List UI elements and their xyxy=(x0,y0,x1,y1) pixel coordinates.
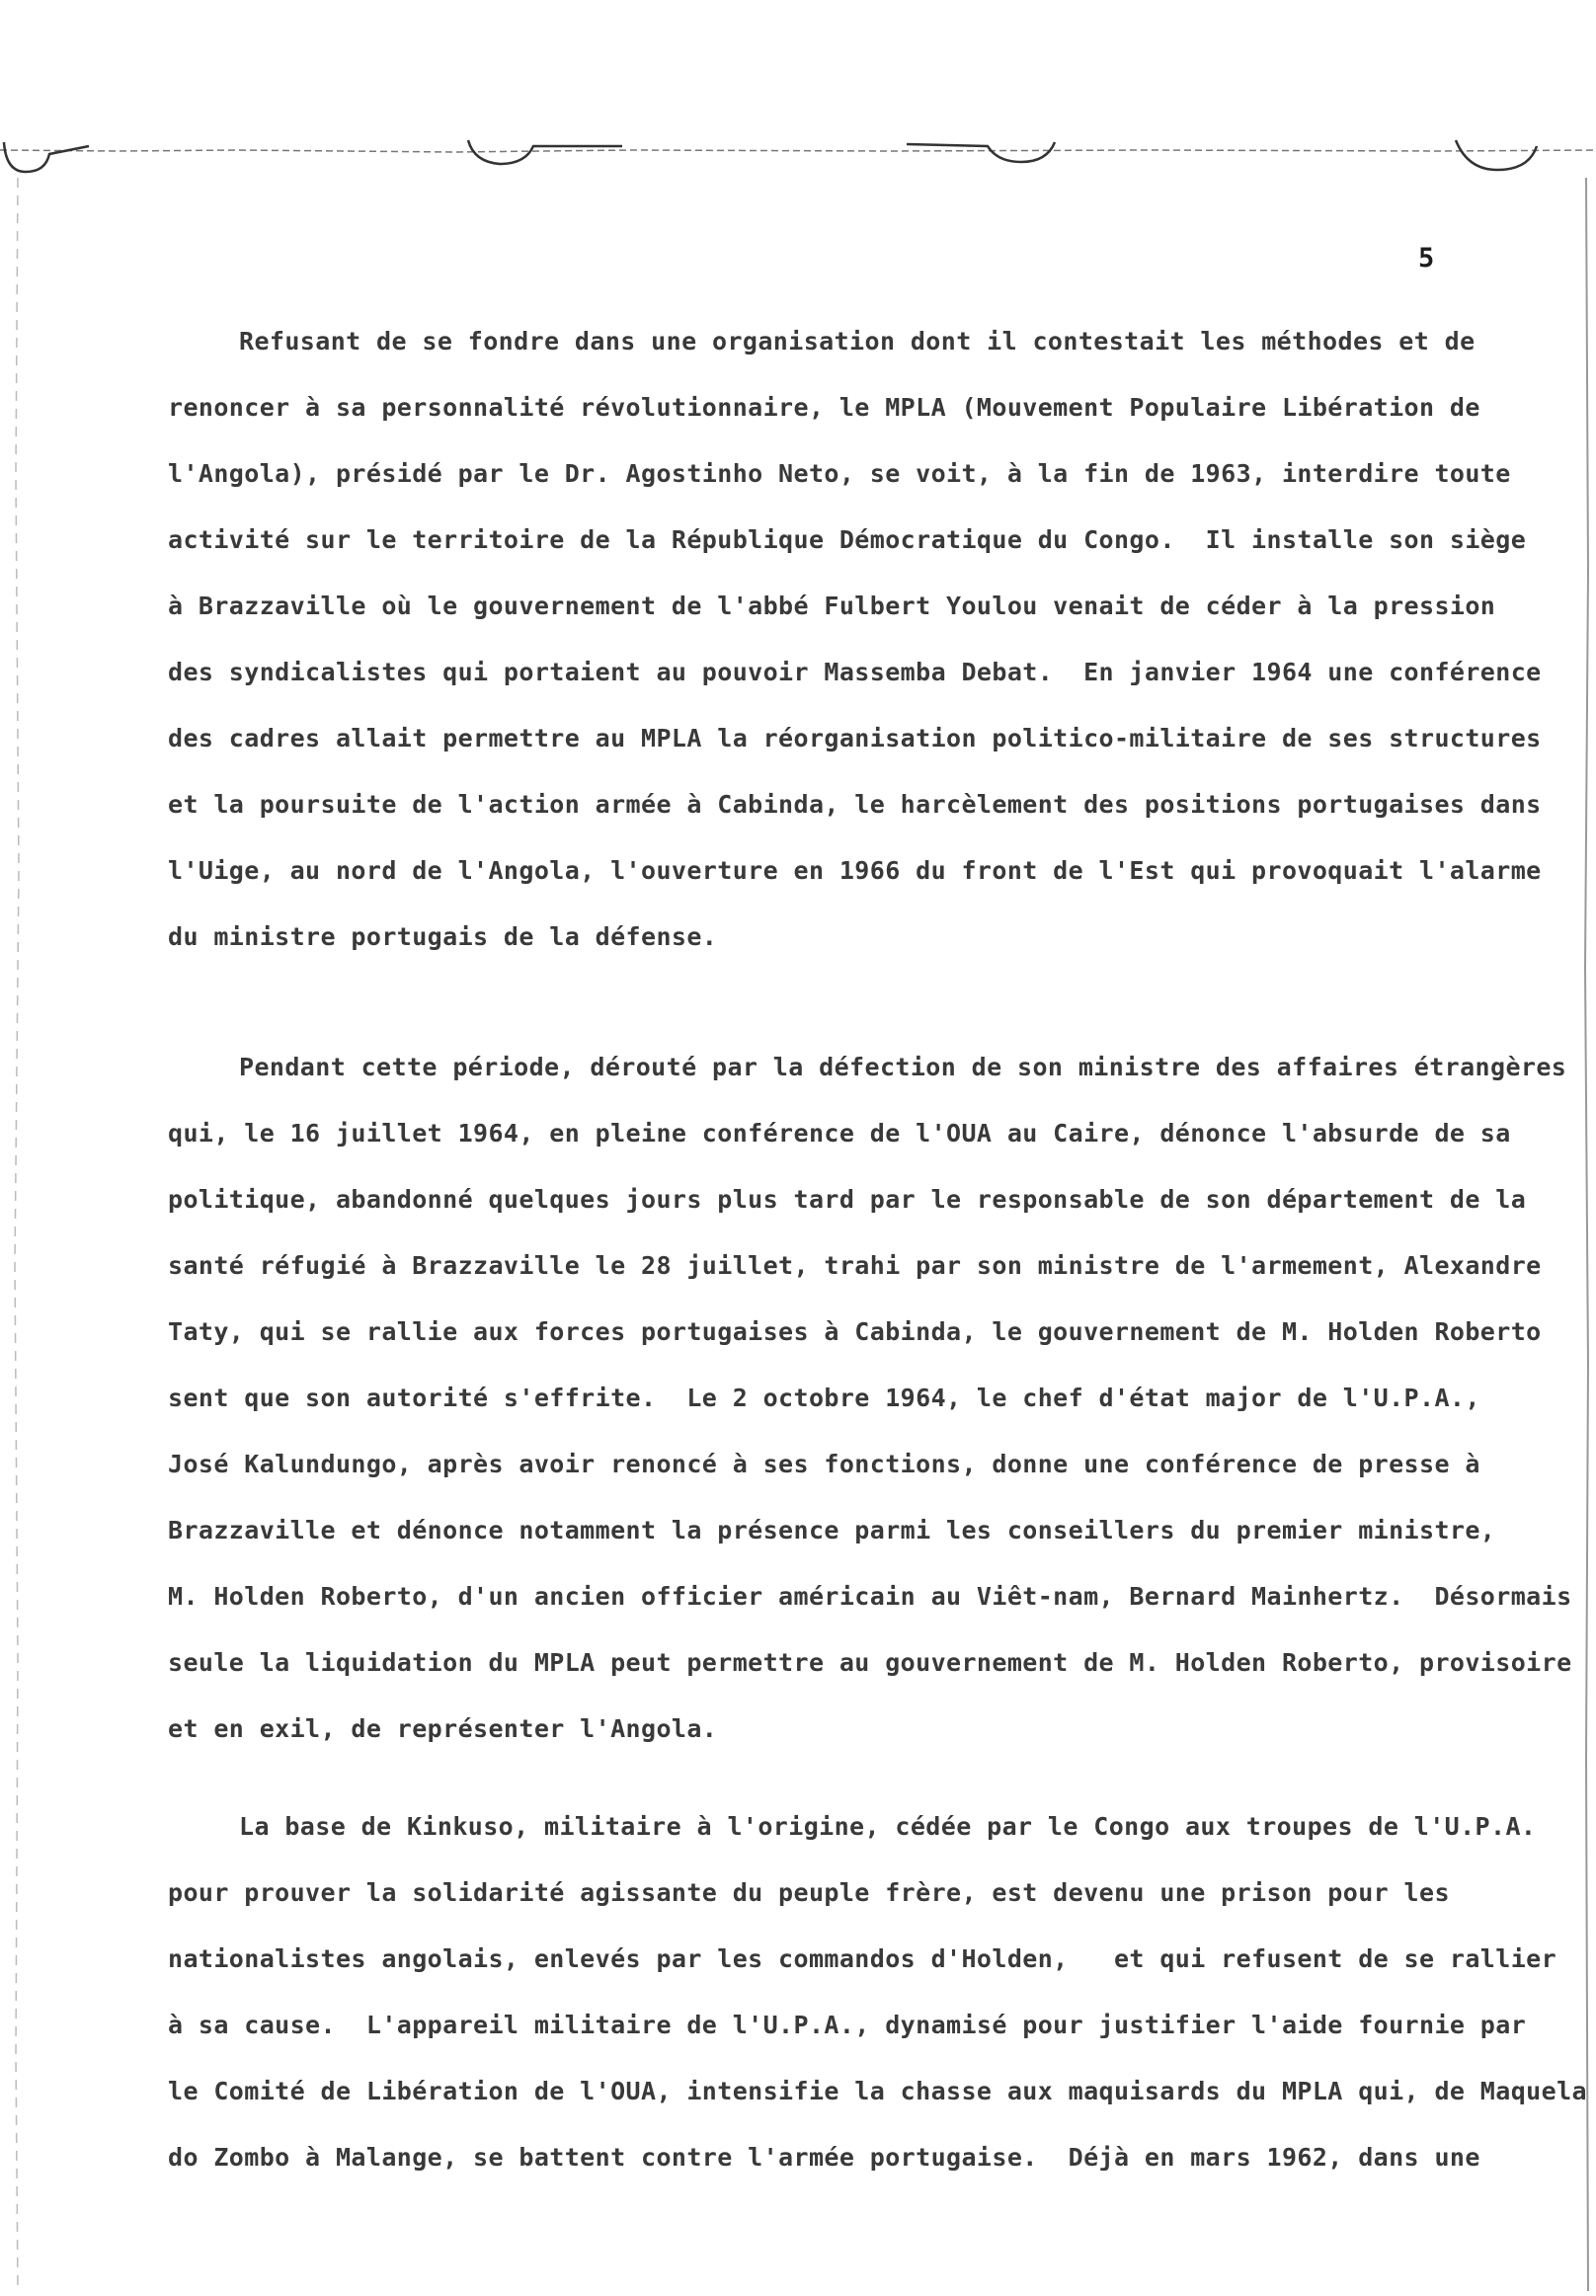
text-line: à sa cause. L'appareil militaire de l'U.P.A., dynamisé pour justifier l'aide fournie par xyxy=(168,2011,1527,2039)
text-line: sent que son autorité s'effrite. Le 2 octobre 1964, le chef d'état major de l'U.P.A., xyxy=(168,1384,1480,1412)
text-line: Brazzaville et dénonce notamment la présence parmi les conseillers du premier ministre, xyxy=(168,1516,1496,1544)
text-line: pour prouver la solidarité agissante du peuple frère, est devenu une prison pour les xyxy=(168,1878,1450,1907)
text-line: Pendant cette période, dérouté par la défection de son ministre des affaires étrangères xyxy=(239,1053,1567,1081)
scan-left-edge xyxy=(0,178,34,2291)
text-line: et la poursuite de l'action armée à Cabinda, le harcèlement des positions portugaises dans xyxy=(168,790,1542,819)
text-line: activité sur le territoire de la République Démocratique du Congo. Il installe son siège xyxy=(168,525,1527,554)
page-number: 5 xyxy=(1418,243,1435,274)
text-line: do Zombo à Malange, se battent contre l'armée portugaise. Déjà en mars 1962, dans une xyxy=(168,2143,1480,2172)
paragraph-1 xyxy=(168,308,1542,970)
text-line: le Comité de Libération de l'OUA, intensifie la chasse aux maquisards du MPLA qui, de Maquela xyxy=(168,2077,1587,2105)
text-line: qui, le 16 juillet 1964, en pleine conférence de l'OUA au Caire, dénonce l'absurde de sa xyxy=(168,1119,1511,1148)
text-line: La base de Kinkuso, militaire à l'origine, cédée par le Congo aux troupes de l'U.P.A. xyxy=(239,1812,1537,1841)
text-line: seule la liquidation du MPLA peut permettre au gouvernement de M. Holden Roberto, provisoire xyxy=(168,1648,1572,1677)
scan-top-edge xyxy=(0,136,1596,176)
text-line: renoncer à sa personnalité révolutionnaire, le MPLA (Mouvement Populaire Libération de xyxy=(168,393,1480,422)
text-line: et en exil, de représenter l'Angola. xyxy=(168,1714,718,1743)
text-line: politique, abandonné quelques jours plus tard par le responsable de son département de la xyxy=(168,1185,1527,1214)
text-line: José Kalundungo, après avoir renoncé à ses fonctions, donne une conférence de presse à xyxy=(168,1450,1480,1478)
paragraph-2 xyxy=(168,1034,1572,1762)
text-line: des cadres allait permettre au MPLA la réorganisation politico-militaire de ses structures xyxy=(168,724,1542,752)
text-line: Taty, qui se rallie aux forces portugaises à Cabinda, le gouvernement de M. Holden Roberto xyxy=(168,1317,1542,1346)
text-line: du ministre portugais de la défense. xyxy=(168,922,718,951)
text-line: santé réfugié à Brazzaville le 28 juillet, trahi par son ministre de l'armement, Alexandre xyxy=(168,1251,1542,1280)
text-line: M. Holden Roberto, d'un ancien officier américain au Viêt-nam, Bernard Mainhertz. Désormais xyxy=(168,1582,1572,1611)
paragraph-3 xyxy=(168,1793,1587,2190)
text-line: l'Angola), présidé par le Dr. Agostinho Neto, se voit, à la fin de 1963, interdire toute xyxy=(168,459,1511,488)
text-line: à Brazzaville où le gouvernement de l'abbé Fulbert Youlou venait de céder à la pression xyxy=(168,592,1496,620)
text-line: nationalistes angolais, enlevés par les commandos d'Holden, et qui refusent de se rallier xyxy=(168,1944,1557,1973)
text-line: l'Uige, au nord de l'Angola, l'ouverture en 1966 du front de l'Est qui provoquait l'alarme xyxy=(168,856,1542,885)
text-line: des syndicalistes qui portaient au pouvoir Massemba Debat. En janvier 1964 une conférence xyxy=(168,658,1542,686)
text-line: Refusant de se fondre dans une organisation dont il contestait les méthodes et de xyxy=(239,327,1476,356)
